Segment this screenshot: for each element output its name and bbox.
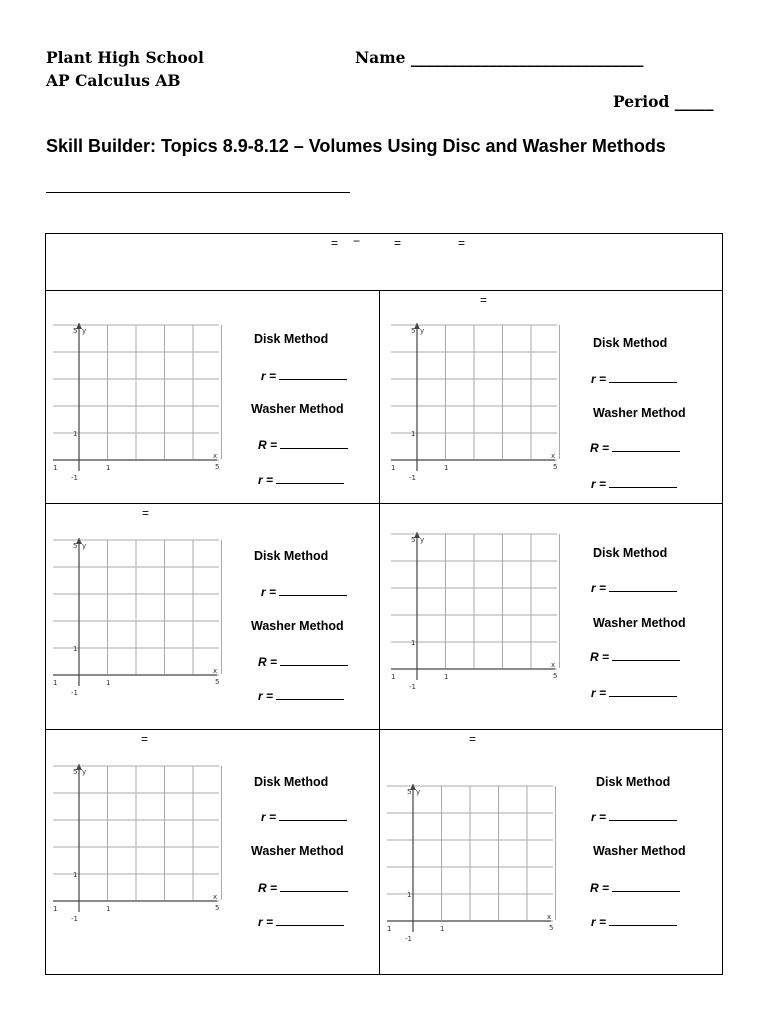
R-label: R = (258, 655, 278, 669)
coordinate-grid[interactable] (53, 764, 221, 923)
disk-method-label: Disk Method (254, 775, 329, 789)
header-minus: − (353, 234, 361, 248)
period-field[interactable]: Period _____ (613, 92, 714, 111)
answer-blank[interactable] (609, 686, 677, 697)
washer-method-label: Washer Method (251, 402, 344, 416)
school-name: Plant High School (46, 48, 204, 67)
x-neg-tick-label: 1 (53, 464, 58, 472)
washer-method-label: Washer Method (593, 406, 686, 420)
y-neg-tick-label: -1 (409, 683, 416, 691)
coordinate-grid[interactable] (391, 323, 559, 482)
R-label: R = (590, 650, 610, 664)
answer-blank[interactable] (609, 915, 677, 926)
R-label: R = (590, 881, 610, 895)
x-one-tick-label: 1 (444, 673, 449, 681)
x-neg-tick-label: 1 (391, 673, 396, 681)
answer-blank[interactable] (612, 441, 680, 452)
r-label: r = (258, 473, 274, 487)
answer-blank[interactable] (609, 372, 677, 383)
R-label: R = (258, 438, 278, 452)
answer-blank[interactable] (280, 655, 348, 666)
y-one-tick-label: 1 (73, 645, 78, 653)
column-divider (379, 290, 380, 974)
x-end-tick-label: 5 (553, 463, 558, 471)
answer-blank[interactable] (609, 477, 677, 488)
disk-method-label: Disk Method (596, 775, 671, 789)
y-axis-label: y (82, 327, 87, 335)
r-label: r = (261, 810, 277, 824)
worksheet-title: Skill Builder: Topics 8.9-8.12 – Volumes Using Disc and Washer Methods (46, 136, 666, 156)
y-one-tick-label: 1 (73, 871, 78, 879)
x-neg-tick-label: 1 (391, 464, 396, 472)
y-neg-tick-label: -1 (71, 474, 78, 482)
blank-answer-line[interactable] (46, 192, 350, 193)
y-top-tick-label: 5 (407, 788, 412, 796)
x-one-tick-label: 1 (106, 464, 111, 472)
table-header-row[interactable] (46, 234, 722, 291)
disk-radius-field[interactable] (591, 581, 677, 595)
y-top-tick-label: 5 (73, 768, 78, 776)
disk-method-label: Disk Method (254, 332, 329, 346)
coordinate-grid[interactable] (53, 323, 221, 482)
washer-method-label: Washer Method (593, 616, 686, 630)
washer-method-label: Washer Method (251, 619, 344, 633)
x-axis-label: x (213, 667, 218, 675)
answer-blank[interactable] (612, 881, 680, 892)
y-one-tick-label: 1 (407, 891, 412, 899)
header-eq-2: = (394, 236, 402, 250)
x-axis-label: x (551, 452, 556, 460)
outer-radius-field[interactable] (258, 438, 348, 452)
answer-blank[interactable] (276, 473, 344, 484)
header-eq-1: = (331, 236, 339, 250)
r-label: r = (591, 581, 607, 595)
answer-blank[interactable] (612, 650, 680, 661)
disk-method-label: Disk Method (593, 546, 668, 560)
R-label: R = (258, 881, 278, 895)
y-one-tick-label: 1 (73, 430, 78, 438)
y-one-tick-label: 1 (411, 639, 416, 647)
answer-blank[interactable] (280, 881, 348, 892)
course-name: AP Calculus AB (46, 71, 181, 90)
cell-equation-marker: = (469, 732, 477, 746)
inner-radius-field[interactable] (591, 915, 677, 929)
x-end-tick-label: 5 (215, 463, 220, 471)
x-one-tick-label: 1 (444, 464, 449, 472)
r-label: r = (261, 585, 277, 599)
y-top-tick-label: 5 (411, 327, 416, 335)
r-label: r = (258, 915, 274, 929)
y-one-tick-label: 1 (411, 430, 416, 438)
r-label: r = (591, 477, 607, 491)
y-neg-tick-label: -1 (405, 935, 412, 943)
R-label: R = (590, 441, 610, 455)
coordinate-grid[interactable] (391, 532, 559, 691)
y-top-tick-label: 5 (73, 542, 78, 550)
r-label: r = (591, 810, 607, 824)
y-neg-tick-label: -1 (409, 474, 416, 482)
y-axis-label: y (420, 536, 425, 544)
answer-blank[interactable] (276, 915, 344, 926)
outer-radius-field[interactable] (590, 650, 680, 664)
row-divider-1 (46, 503, 722, 504)
r-label: r = (258, 689, 274, 703)
y-neg-tick-label: -1 (71, 689, 78, 697)
x-one-tick-label: 1 (106, 679, 111, 687)
coordinate-grid[interactable] (387, 784, 555, 943)
coordinate-grid[interactable] (53, 538, 221, 697)
inner-radius-field[interactable] (258, 473, 344, 487)
x-axis-label: x (547, 913, 552, 921)
disk-radius-field[interactable] (261, 369, 347, 383)
x-axis-label: x (213, 893, 218, 901)
outer-radius-field[interactable] (258, 881, 348, 895)
disk-method-label: Disk Method (593, 336, 668, 350)
r-label: r = (591, 372, 607, 386)
r-label: r = (591, 686, 607, 700)
x-end-tick-label: 5 (553, 672, 558, 680)
y-neg-tick-label: -1 (71, 915, 78, 923)
x-one-tick-label: 1 (440, 925, 445, 933)
outer-radius-field[interactable] (258, 655, 348, 669)
washer-method-label: Washer Method (251, 844, 344, 858)
outer-radius-field[interactable] (590, 441, 680, 455)
answer-blank[interactable] (609, 581, 677, 592)
disk-radius-field[interactable] (591, 810, 677, 824)
r-label: r = (261, 369, 277, 383)
answer-blank[interactable] (279, 810, 347, 821)
x-axis-label: x (551, 661, 556, 669)
y-top-tick-label: 5 (411, 536, 416, 544)
disk-method-label: Disk Method (254, 549, 329, 563)
answer-blank[interactable] (279, 369, 347, 380)
inner-radius-field[interactable] (258, 915, 344, 929)
x-neg-tick-label: 1 (53, 679, 58, 687)
y-axis-label: y (416, 788, 421, 796)
inner-radius-field[interactable] (591, 686, 677, 700)
inner-radius-field[interactable] (591, 477, 677, 491)
disk-radius-field[interactable] (591, 372, 677, 386)
x-end-tick-label: 5 (549, 924, 554, 932)
washer-method-label: Washer Method (593, 844, 686, 858)
inner-radius-field[interactable] (258, 689, 344, 703)
x-end-tick-label: 5 (215, 678, 220, 686)
answer-blank[interactable] (280, 438, 348, 449)
name-field[interactable]: Name ______________________________ (355, 48, 644, 67)
disk-radius-field[interactable] (261, 810, 347, 824)
answer-blank[interactable] (609, 810, 677, 821)
answer-blank[interactable] (276, 689, 344, 700)
row-divider-2 (46, 729, 722, 730)
y-axis-label: y (420, 327, 425, 335)
cell-equation-marker: = (480, 293, 488, 307)
cell-equation-marker: = (141, 732, 149, 746)
disk-radius-field[interactable] (261, 585, 347, 599)
outer-radius-field[interactable] (590, 881, 680, 895)
cell-equation-marker: = (142, 506, 150, 520)
header-eq-3: = (458, 236, 466, 250)
r-label: r = (591, 915, 607, 929)
x-axis-label: x (213, 452, 218, 460)
x-one-tick-label: 1 (106, 905, 111, 913)
y-top-tick-label: 5 (73, 327, 78, 335)
x-neg-tick-label: 1 (53, 905, 58, 913)
x-end-tick-label: 5 (215, 904, 220, 912)
answer-blank[interactable] (279, 585, 347, 596)
y-axis-label: y (82, 768, 87, 776)
x-neg-tick-label: 1 (387, 925, 392, 933)
y-axis-label: y (82, 542, 87, 550)
